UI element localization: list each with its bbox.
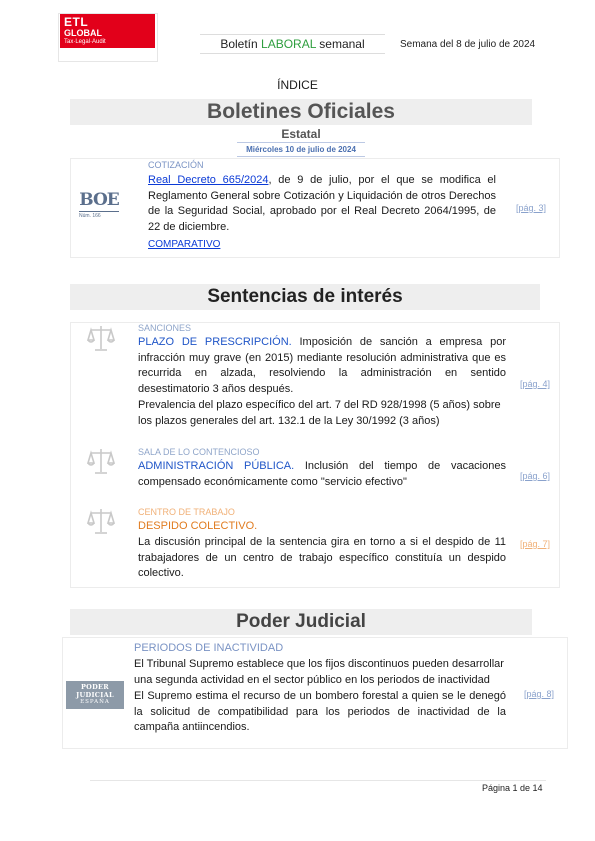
sentencia-text: La discusión principal de la sentencia gira en torno a si el despido de 11 trabajadores de un centro de trabajo específico constituía un despido colectivo. [138, 536, 506, 579]
real-decreto-link[interactable]: Real Decreto 665/2024 [148, 174, 269, 186]
sentencia-heading: PLAZO DE PRESCRIPCIÓN. [138, 336, 292, 348]
boe-item-text: Real Decreto 665/2024, de 9 de julio, por el que se modifica el Reglamento General sobre Cotización y Liquidación de otros Derechos de la Seguridad Social, aprobado por el Real Decreto 2064/1995, de 22 de diciembre. [148, 174, 496, 233]
page-link-3[interactable]: [pág. 3] [516, 203, 547, 213]
page-link-4[interactable]: [pág. 4] [520, 379, 551, 389]
sentencia-text-2: Prevalencia del plazo específico del art. 7 del RD 928/1998 (5 años) sobre los plazos generales del art. 132.1 de la Ley 30/1992 (3 años) [138, 399, 501, 427]
sentencia-kicker: SANCIONES [138, 323, 192, 333]
week-date: Semana del 8 de julio de 2024 [400, 39, 536, 50]
sentencia-heading: DESPIDO COLECTIVO. [138, 520, 258, 532]
pj-kicker: PERIODOS DE INACTIVIDAD [134, 642, 284, 654]
bulletin-title: Boletín LABORAL semanal [200, 34, 385, 54]
comparativo-link-wrap [148, 239, 220, 250]
scales-icon [87, 446, 115, 476]
boe-logo: BOE Núm. 166 [79, 190, 119, 219]
pj-text-1: El Tribunal Supremo establece que los fijos discontinuos pueden desarrollar una segunda actividad en el sector público en los periodos de inactividad [134, 658, 504, 686]
company-logo: ETL GLOBAL Tax·Legal·Audit [60, 14, 155, 48]
subsection-estatal: Estatal [281, 127, 321, 141]
page-link-8[interactable]: [pág. 8] [524, 689, 555, 699]
section-title-boletines: Boletines Oficiales [70, 99, 532, 125]
sentencia-kicker: SALA DE LO CONTENCIOSO [138, 447, 260, 457]
poder-judicial-logo: PODER JUDICIAL ESPAÑA [66, 681, 124, 709]
boe-kicker: COTIZACIÓN [148, 160, 204, 170]
scales-icon [87, 323, 115, 353]
footer-divider [90, 780, 546, 781]
section-title-sentencias: Sentencias de interés [70, 284, 540, 310]
scales-icon [87, 506, 115, 536]
sentencia-kicker: CENTRO DE TRABAJO [138, 507, 235, 517]
page-number: Página 1 de 14 [482, 783, 543, 793]
page-link-7[interactable]: [pág. 7] [520, 539, 551, 549]
section-title-poder-judicial: Poder Judicial [70, 609, 532, 635]
sentencia-text: PLAZO DE PRESCRIPCIÓN. Imposición de sanción a empresa por infracción muy grave (en 2015) mediante resolución administrativa que es recurrida en alzada, resolviendo la administración en sentido desestimatorio 3 años después. [138, 336, 506, 395]
sentencia-heading: ADMINISTRACIÓN PÚBLICA. [138, 460, 295, 472]
pj-text-2: El Supremo estima el recurso de un bombero forestal a quien se le denegó la solicitud de compatibilidad para los periodos de inactividad de la campaña antiincendios. [134, 690, 506, 733]
comparativo-link[interactable]: COMPARATIVO [148, 239, 221, 250]
publication-date: Miércoles 10 de julio de 2024 [237, 142, 365, 157]
index-heading: ÍNDICE [277, 78, 318, 92]
sentencia-text: ADMINISTRACIÓN PÚBLICA. Inclusión del tiempo de vacaciones compensado económicamente como "servicio efectivo" [138, 460, 506, 488]
page-link-6[interactable]: [pág. 6] [520, 471, 551, 481]
